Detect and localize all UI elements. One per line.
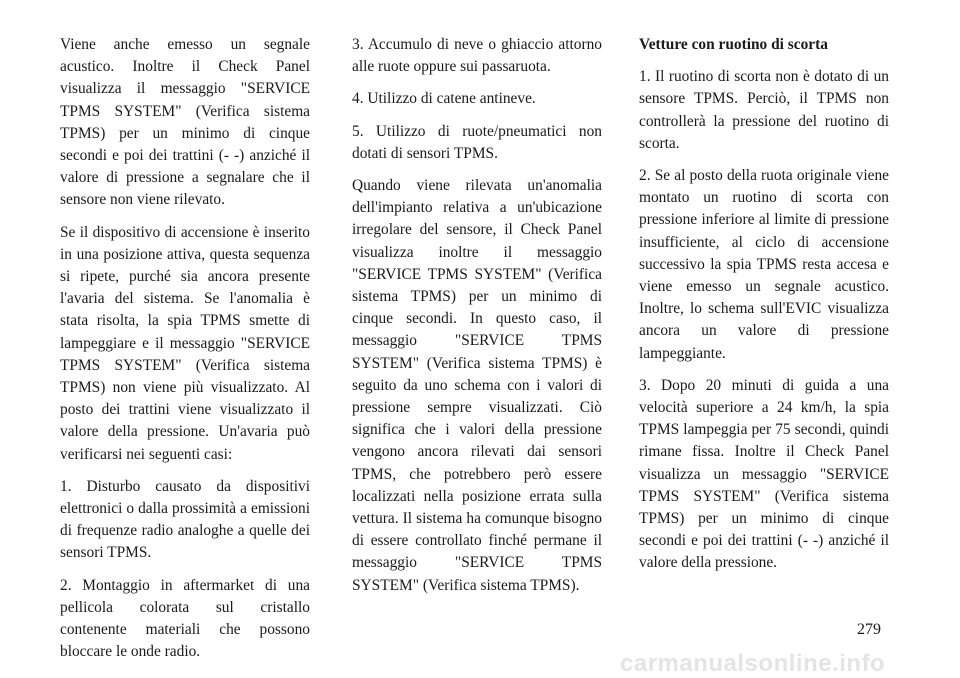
paragraph: Viene anche emesso un segnale acustico. Inoltre il Check Panel visualizza il messaggio "SERVICE TPMS SYSTEM" (Verifica sistema TPMS) per un minimo di cinque secondi e poi dei trattini (- -) anziché il valore di pressione a segnalare che il sensore non viene rilevato. — [60, 36, 310, 209]
list-item: 3. Accumulo di neve o ghiaccio attorno alle ruote oppure sui passaruota. — [352, 36, 602, 76]
text-column-2 — [352, 34, 602, 607]
list-item: 3. Dopo 20 minuti di guida a una velocità superiore a 24 km/h, la spia TPMS lampeggia per 75 secondi, quindi rimane fissa. Inoltre il Check Panel visualizza un messaggio "SERVICE TPMS SYSTEM" (Verifica sistema TPMS) per un minimo di cinque secondi e poi dei trattini (- -) anziché il valore della pressione. — [639, 376, 889, 572]
section-heading: Vetture con ruotino di scorta — [639, 36, 828, 53]
list-item: 1. Il ruotino di scorta non è dotato di un sensore TPMS. Perciò, il TPMS non controllerà la pressione del ruotino di scorta. — [639, 68, 889, 152]
list-item: 2. Montaggio in aftermarket di una pellicola colorata sul cristallo contenente materiali che possono bloccare le onde radio. — [60, 576, 310, 661]
list-item: 5. Utilizzo di ruote/pneumatici non dotati di sensori TPMS. — [352, 122, 602, 162]
list-item: 4. Utilizzo di catene antineve. — [352, 90, 536, 108]
watermark: carmanualsonline.info — [620, 650, 886, 677]
list-item: 2. Se al posto della ruota originale viene montato un ruotino di scorta con pressione inferiore al limite di pressione insufficiente, al ciclo di accensione successivo la spia TPMS resta accesa e viene emesso un segnale acustico. Inoltre, lo schema sull'EVIC visualizza ancora un valore di pressione lampeggiante. — [639, 167, 889, 362]
paragraph: Se il dispositivo di accensione è inserito in una posizione attiva, questa sequenza si ripete, purché sia ancora presente l'avaria del sistema. Se l'anomalia è stata risolta, la spia TPMS smette di lampeggiare e il messaggio "SERVICE TPMS SYSTEM" (Verifica sistema TPMS) non viene più visualizzato. Al posto dei trattini viene visualizzato il valore della pressione. Un'avaria può verificarsi nei seguenti casi: — [60, 223, 310, 463]
page-number: 279 — [857, 621, 881, 638]
paragraph: Quando viene rilevata un'anomalia dell'impianto relativa a un'ubicazione irregolare del sensore, il Check Panel visualizza inoltre il messaggio "SERVICE TPMS SYSTEM" (Verifica sistema TPMS) per un minimo di cinque secondi. In questo caso, il messaggio "SERVICE TPMS SYSTEM" (Verifica sistema TPMS) è seguito da uno schema con i valori di pressione sempre visualizzati. Ciò significa che i valori della pressione vengono ancora rilevati dai sensori TPMS, che potrebbero però essere localizzati nella posizione errata sulla vettura. Il sistema ha comunque bisogno di essere controllato finché permane il messaggio "SERVICE TPMS SYSTEM" (Verifica sistema TPMS). — [352, 177, 602, 594]
list-item: 1. Disturbo causato da dispositivi elettronici o dalla prossimità a emissioni di frequenze radio analoghe a quelle dei sensori TPMS. — [60, 477, 310, 562]
text-column-1 — [60, 34, 310, 673]
text-column-3 — [639, 34, 889, 585]
